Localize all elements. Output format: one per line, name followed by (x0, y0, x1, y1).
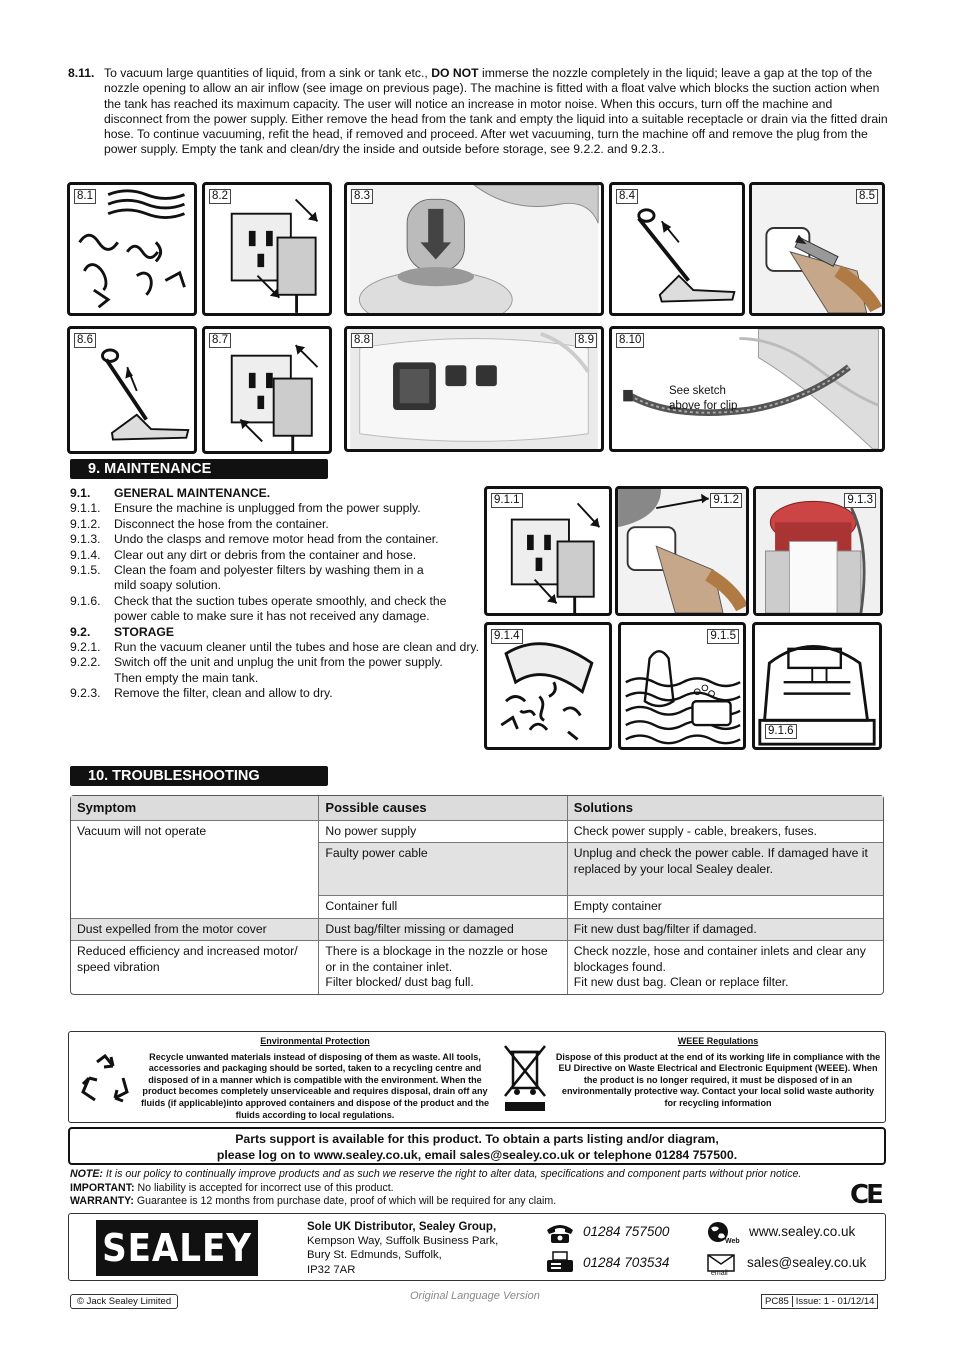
address-line: IP32 7AR (307, 1263, 356, 1276)
column-header: Possible causes (319, 796, 567, 821)
figure-8-4 (609, 182, 745, 316)
solution-cell: Empty container (568, 896, 883, 919)
intro-text-1: To vacuum large quantities of liquid, from a sink or tank etc., (104, 66, 432, 80)
table-row (71, 919, 883, 942)
figure-label: 8.2 (209, 189, 231, 204)
solution-cell: Unplug and check the power cable. If damaged have it replaced by your local Sealey dealer. (568, 843, 883, 896)
figure-9-1-5 (618, 622, 746, 750)
weee-title: WEEE Regulations (677, 1036, 759, 1046)
intro-text-2: immerse the nozzle completely in the liquid; leave a gap at the top of the nozzle opening to allow an air inflow (see image on previous page). The machine is fitted with a float valve which blocks the suction action when the tank has reached its maximum capacity. The user will notice an increase in motor noise. When this occurs, turn off the machine and disconnect from the power supply. Either remove the head from the tank and empty the liquid into a suitable receptacle or drain via the fitted drain hose. To continue vacuuming, refit the head, if removed and proceed. After wet vacuuming, turn the machine off and remove the plug from the power supply. Empty the tank and clean/dry the inside and outside before storage, see 9.2.2. and 9.2.3.. (104, 66, 888, 157)
figure-label: 8.5 (856, 189, 878, 204)
figure-label: 8.1 (74, 189, 96, 204)
note-text: It is our policy to continually improve products and as such we reserve the right to alter data, specifications and component parts without prior notice. (102, 1168, 802, 1180)
sketch-note: See sketch above for clip (669, 385, 738, 412)
phone-number: 01284 757500 (583, 1224, 670, 1239)
intro-bold: DO NOT (431, 66, 479, 80)
figure-label: 8.3 (351, 189, 373, 204)
figure-8-1 (67, 182, 197, 316)
list-item: 9.2.3. Remove the filter, clean and allow to dry. (70, 686, 333, 701)
list-item: 9.1.1. Ensure the machine is unplugged from the power supply. (70, 501, 421, 516)
maintenance-heading: 9. MAINTENANCE (70, 459, 328, 479)
email-icon-label: email (711, 1270, 728, 1277)
figure-9-1-2 (615, 486, 749, 616)
distributor: Sole UK Distributor, Sealey Group, (307, 1221, 497, 1233)
debris-illustration (70, 185, 194, 313)
hose-connect-illustration (752, 185, 882, 313)
environment-box (68, 1031, 886, 1123)
list-item: 9.2. STORAGE (70, 624, 175, 639)
figure-8-6 (67, 326, 197, 454)
solution-cell: Check power supply - cable, breakers, fuses. (568, 821, 883, 844)
figure-8-2 (202, 182, 332, 316)
drain-hose-illustration (612, 329, 882, 449)
figure-label: 9.1.3 (844, 493, 876, 508)
list-item: 9.1. GENERAL MAINTENANCE. (70, 486, 271, 500)
socket-unplug-illustration (205, 185, 329, 313)
note-label: NOTE: (70, 1168, 103, 1180)
address-block (307, 1220, 498, 1277)
address-line: Bury St. Edmunds, Suffolk, (307, 1249, 442, 1262)
cause-cell: Container full (319, 896, 567, 919)
table-row (71, 821, 883, 844)
environment-text: Recycle unwanted materials instead of disposing of them as waste. All tools, accessories and packaging should be sorted, taken to a recycling centre and disposed of in a manner which is compatible with the environment. When the product becomes completely unserviceable and requires disposal, drain off any fluids (if applicable)into approved containers and dispose of the product and the fluids according to local regulations. (140, 1051, 490, 1120)
figure-9-1-4 (484, 622, 612, 750)
figure-8-8-8-9 (344, 326, 604, 452)
parts-line-1: Parts support is available for this product. To obtain a parts listing and/or diagram, (235, 1132, 719, 1146)
figure-label: 9.1.5 (707, 629, 739, 644)
cause-cell: Faulty power cable (319, 843, 567, 896)
weee-text: Dispose of this product at the end of its working life in compliance with the EU Directive on Waste Electrical and Electronic Equipment (WEEE). When the product is no longer required, it must be disposed of in an environmentally protective way. Contact your local solid waste authority for recycling information (555, 1051, 881, 1108)
solution-cell: Fit new dust bag/filter if damaged. (568, 919, 883, 942)
address-line: Kempson Way, Suffolk Business Park, (307, 1235, 499, 1248)
nozzle-illustration (612, 185, 742, 313)
column-header: Solutions (568, 796, 883, 821)
environment-title: Environmental Protection (260, 1036, 370, 1046)
symptom-cell: Reduced efficiency and increased motor/ speed vibration (71, 941, 319, 994)
important-text: No liability is accepted for incorrect use of this product. (134, 1181, 394, 1194)
figure-8-10 (609, 326, 885, 452)
figure-8-7 (202, 326, 332, 454)
fax-number: 01284 703534 (583, 1255, 670, 1270)
figure-9-1-1 (484, 486, 612, 616)
symptom-cell: Dust expelled from the motor cover (71, 919, 319, 942)
figure-label: 8.8 (351, 333, 373, 348)
important-label: IMPORTANT: (70, 1181, 135, 1194)
issue-date: Issue: 1 - 01/12/14 (795, 1296, 875, 1307)
figure-label: 8.7 (209, 333, 231, 348)
column-header: Symptom (71, 796, 319, 821)
figure-label: 9.1.1 (491, 493, 523, 508)
fax-icon (545, 1250, 575, 1274)
table-header-row (71, 796, 883, 821)
web-icon-label: Web (725, 1238, 740, 1245)
table-row (71, 941, 883, 994)
troubleshooting-table (70, 795, 884, 995)
figure-label: 9.1.2 (710, 493, 742, 508)
symptom-cell: Vacuum will not operate (71, 821, 319, 919)
figure-8-5 (749, 182, 885, 316)
figure-label: 8.4 (616, 189, 638, 204)
list-item: 9.1.3. Undo the clasps and remove motor head from the container. (70, 532, 439, 547)
intro-paragraph (68, 66, 888, 158)
environment-section (135, 1036, 495, 1121)
copyright: © Jack Sealey Limited (70, 1294, 178, 1309)
figure-label: 8.9 (575, 333, 597, 348)
ce-mark: CE (850, 1180, 881, 1210)
troubleshooting-heading: 10. TROUBLESHOOTING (70, 766, 328, 786)
footer-box (68, 1213, 886, 1281)
website-link[interactable]: www.sealey.co.uk (749, 1224, 856, 1239)
original-language-note: Original Language Version (410, 1290, 540, 1302)
product-code: PC85 (765, 1296, 793, 1307)
list-item: 9.2.1. Run the vacuum cleaner until the tubes and hose are clean and dry. (70, 640, 479, 655)
maintenance-list (70, 486, 482, 702)
list-item: 9.1.2. Disconnect the hose from the container. (70, 516, 329, 531)
notes-block (70, 1168, 890, 1209)
figure-9-1-3 (753, 486, 883, 616)
figure-8-3 (344, 182, 604, 316)
warranty-text: Guarantee is 12 months from purchase date, proof of which will be required for any claim. (133, 1195, 557, 1207)
figure-label: 8.10 (616, 333, 644, 348)
weee-section (555, 1036, 881, 1110)
cause-cell: There is a blockage in the nozzle or hose or in the container inlet. Filter blocked/ dust bag full. (319, 941, 567, 994)
section-number: 8.11. (68, 66, 95, 80)
email-link[interactable]: sales@sealey.co.uk (747, 1255, 867, 1270)
figure-label: 8.6 (74, 333, 96, 348)
list-item: 9.1.4. Clear out any dirt or debris from the container and hose. (70, 547, 417, 562)
parts-support-box (68, 1127, 886, 1165)
figure-label: 9.1.6 (765, 724, 797, 739)
crossed-bin-icon (501, 1042, 549, 1112)
cause-cell: Dust bag/filter missing or damaged (319, 919, 567, 942)
solution-cell: Check nozzle, hose and container inlets and clear any blockages found. Fit new dust bag. Clean or replace filter. (573, 944, 866, 989)
list-item: 9.1.6. Check that the suction tubes operate smoothly, and check the power cable to make sure it has not received any damage. (70, 593, 447, 624)
recycle-icon (77, 1052, 133, 1108)
parts-line-2: please log on to www.sealey.co.uk, email sales@sealey.co.uk or telephone 01284 757500. (216, 1147, 738, 1162)
list-item: 9.1.5. Clean the foam and polyester filters by washing them in a mild soapy solution. (70, 563, 424, 593)
issue-info (761, 1294, 878, 1309)
figure-label: 9.1.4 (491, 629, 523, 644)
list-item: 9.2.2. Switch off the unit and unplug the unit from the power supply. Then empty the main tank. (70, 655, 443, 685)
figure-9-1-6 (752, 622, 882, 750)
warranty-label: WARRANTY: (70, 1195, 134, 1207)
cause-cell: No power supply (319, 821, 567, 844)
switch-panel-illustration (347, 329, 601, 449)
telephone-icon (545, 1222, 575, 1244)
sealey-logo: SEALEY (96, 1220, 258, 1276)
filter-illustration (347, 185, 601, 313)
